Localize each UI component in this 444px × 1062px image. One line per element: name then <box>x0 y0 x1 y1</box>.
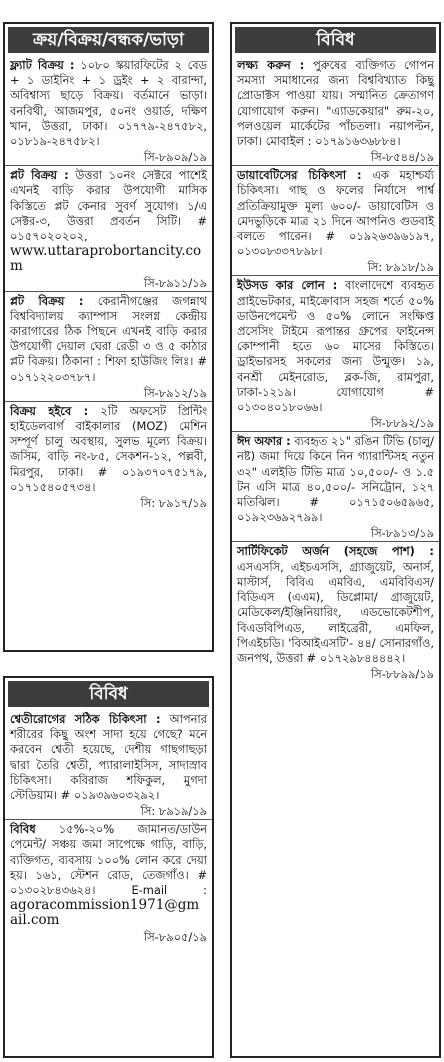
left-top-section <box>3 22 214 652</box>
ad-text: উত্তরা ১০নং সেক্টরে পাশেই এখনই বাড়ি করার উপযোগী মাসিক কিস্তিতে প্লট কেনার সুবর্ণ সুযোগ। ১/এ সেক্টর-৩, উত্তরা প্রবর্তন সিটি। # ০১৫৭০২০২০২, <box>10 168 207 244</box>
ad-lead: ঈদ অফার : <box>237 434 291 449</box>
ad-code: সি-৮৮৯২/১৯ <box>370 416 434 431</box>
section-header: ক্রয়/বিক্রয়/বন্ধক/ভাড়া <box>8 27 209 53</box>
ad-lead: প্লট বিক্রয় : <box>10 168 69 183</box>
ad-text: ১৫%-২০% জামানত/ডাউন পেমেন্ট/ সঞ্চয় জমা সাপেক্ষে গাড়ি, বাড়ি, ব্যক্তিগত, ব্যবসায় ১০০% লোন করে দেয়া হয়। ১৬১, স্টেশন রোড, তেজগাঁও। # ০১৩০২৮৪৩৬২৪। E-mail : <box>10 822 208 898</box>
classified-ad <box>5 401 212 511</box>
ad-lead: ইউসড কার লোন : <box>237 278 338 293</box>
ad-code: সি-৮৮৯৯/১৯ <box>370 667 434 682</box>
classified-ad <box>5 56 212 165</box>
classified-ad <box>232 275 439 431</box>
ad-code: সি-৮৫৪৪/১৯ <box>370 150 434 165</box>
ad-text: ২টি অফসেট প্রিন্টিং হাইডেলবার্গ বাইকালার (MOZ) মেশিন সম্পূর্ণ চালু অবস্থায়, সুলভ মূল্যে বিক্রয়। জসিম, বাড়ি নং-৮৫, সেকশন-১২, পল্লবী, মিরপুর, ঢাকা। # ০১৯৩৭০৭৫১৭৯, ০১৭১৫৪০৫৭৩৪। <box>10 403 207 494</box>
classified-ad <box>5 291 212 401</box>
ad-lead: লক্ষ্য করুন : <box>237 58 305 72</box>
ad-text: বাংলাদেশে ব্যবহৃত প্রাইভেটকার, মাইক্রোবাস সহজ শর্তে ৫০% ডাউনপেমেন্ট ও ৫০% লোনে সংক্ষিপ্ত প্রসেসিং টাইমে রূপান্তর গ্রুপের ফাইনেন্স কোম্পানী হতে ৬০ মাসের কিস্তিতে। ড্রাইভারসহ সকলের জন্য উন্মুক্ত। ১৯, বনশ্রী মেইনরোড, ব্লক-জি, রামপুরা, ঢাকা-১২১৯। যোগাযোগ # ০১৩০৪০১৮০৬৬। <box>237 278 435 415</box>
ad-lead: সার্টিফিকেট অর্জন (সহজে পাশ) : <box>237 544 434 559</box>
classified-ad <box>5 710 212 819</box>
classified-ad <box>232 431 439 541</box>
ad-code: সি-৮৯০৯/১৯ <box>143 150 207 165</box>
classified-ad <box>5 819 212 944</box>
ad-code: সি: ৮৯১৯/১৯ <box>140 804 207 819</box>
classified-ad <box>232 56 439 165</box>
ad-text: ১০৮০ স্কয়ারফিটের ২ বেড + ১ ডাইনিং + ১ ড্রইং + ২ বারান্দা, অবিশ্বাস্য ছাড়ে বিক্রয়। বর্তমানে ভাড়া। বনবিথী, আজমপুর, ৫০নং ওয়ার্ড, দক্ষিণ খান, উত্তরা, ঢাকা। ০১৭৭৯-২৪৭৫৮২, ০১৮১৯-২৪৭৫৮২। <box>10 58 208 149</box>
ad-lead: ডায়াবেটিসের চিকিৎসা : <box>237 168 362 183</box>
ad-lead: বিক্রয় হইবে : <box>10 403 89 418</box>
classified-ad <box>232 541 439 682</box>
ad-website: www.uttaraprobortancity.com <box>10 243 202 275</box>
ad-text: আপনার শরীরের কিছু অংশ সাদা হয়ে গেছে? মনে করবেন শ্বেতী হয়েছে, দেশীয় গাছগাছড়া দ্বারা তৈরি শ্বেতী, প্যারালাইসিস, সাদাস্রাব চিকিৎসা। কবিরাজ শফিকুল, মুগদা স্টেডিয়াম। # ০১৯৩৯৬০৩২৯২। <box>10 712 207 803</box>
ad-text: কেরানীগঞ্জের জগন্নাথ বিশ্ববিদ্যালয় ক্যাম্পাস সংলগ্ন কেন্দ্রীয় কারাগারের ঠিক পিছনে এখনই বাড়ি করার উপযোগী দেয়াল ঘেরা রেডী ৩ ও ৫ কাঠার প্লট বিক্রয়। ঠিকানা : শিফা হাউজিং লিঃ। # ০১৭১২২০৩৭৮৭। <box>10 293 208 384</box>
ad-code: সি-৮৯১১/১৯ <box>143 275 207 290</box>
left-bottom-section <box>3 676 214 1058</box>
classified-ad <box>232 165 439 275</box>
ad-lead: প্লট বিক্রয় : <box>10 293 84 308</box>
ad-code: সি-৮৯০৫/১৯ <box>143 929 207 944</box>
ad-code: সি-৮৯১৩/১৯ <box>370 526 434 541</box>
ad-code: সি: ৮৯১৭/১৯ <box>140 496 207 511</box>
classified-ad <box>5 165 212 290</box>
right-section <box>230 22 441 1058</box>
ad-code: সি: ৮৯১৮/১৯ <box>367 260 434 275</box>
section-header: বিবিধ <box>235 27 436 53</box>
section-header: বিবিধ <box>8 681 209 707</box>
ad-lead: শ্বেতীরোগের সঠিক চিকিৎসা : <box>10 712 161 726</box>
ad-lead: ফ্ল্যাট বিক্রয় : <box>10 58 75 72</box>
ad-lead: বিবিধ <box>10 822 36 837</box>
ad-email: agoracommission1971@gmail.com <box>10 897 200 929</box>
ad-text: ব্যবহৃত ২১" রঙিন টিভি (চালু/নষ্ট) জমা দিয়ে কিনে নিন গ্যারান্টিসহ নতুন ৩২" এলইডি টিভি মাত্র ১০,৫০০/- ও ১.৫ টন এসি মাত্র ৪০,৫০০/- সনিট্রোন, ১২৭ মতিঝিল। # ০১৭১৫০৬৫৯৬৫, ০১৯২৩৬৯২৭৯৯। <box>237 434 434 525</box>
ad-text: এসএসসি, এইচএসসি, গ্র্যাজুয়েট, অনার্স, মাস্টার্স, বিবিএ এমবিএ, এমবিবিএস/বিডিএস (এএম), ডিপ্লোমা/ গ্রাজুয়েট, মেডিকেল/ইঞ্জিনিয়ারিং, এডভোকেটশীপ, বিএডবিপিএড, লাইব্রেরী, এমফিল, পিএইচডি। 'বিআইএসটি'- ৪৪/ সোনারগাঁও, জনপথ, উত্তরা # ০১৭২৯৮৪৪৪৪২। <box>237 559 434 665</box>
ad-code: সি-৮৯১২/১৯ <box>143 385 207 400</box>
ad-text: পুরুষের ব্যক্তিগত গোপন সমস্যা সমাধানের জন্য বিশ্ববিখ্যাত কিছু প্রোডাক্টস পাওয়া যায়। সম্মানিত ক্রেতাগণ যোগাযোগ করুন। "এ্যাডকেয়ার" রুম-২০, পলওয়েল মার্কেটের পাঁচতলা। নয়াপল্টন, ঢাকা। মোবাইল : ০১৭৯১৬৩৬৮৮৪। <box>237 58 434 149</box>
ad-text: এক মহাশ্চর্য্য চিকিৎসা। গাছ ও ফলের নির্যাসে পার্শ্ব প্রতিক্রিয়ামুক্ত মূল্য ৬০০/- ডায়াবেটিস ও মেদভুড়িকে মাত্র ২১ দিনে আপনিও গুডবাই বলতে পারেন। # ০১৯২৬৩৯৬১৯৭, ০১৩০৮৩৩৭৮৯৮। <box>237 168 434 259</box>
